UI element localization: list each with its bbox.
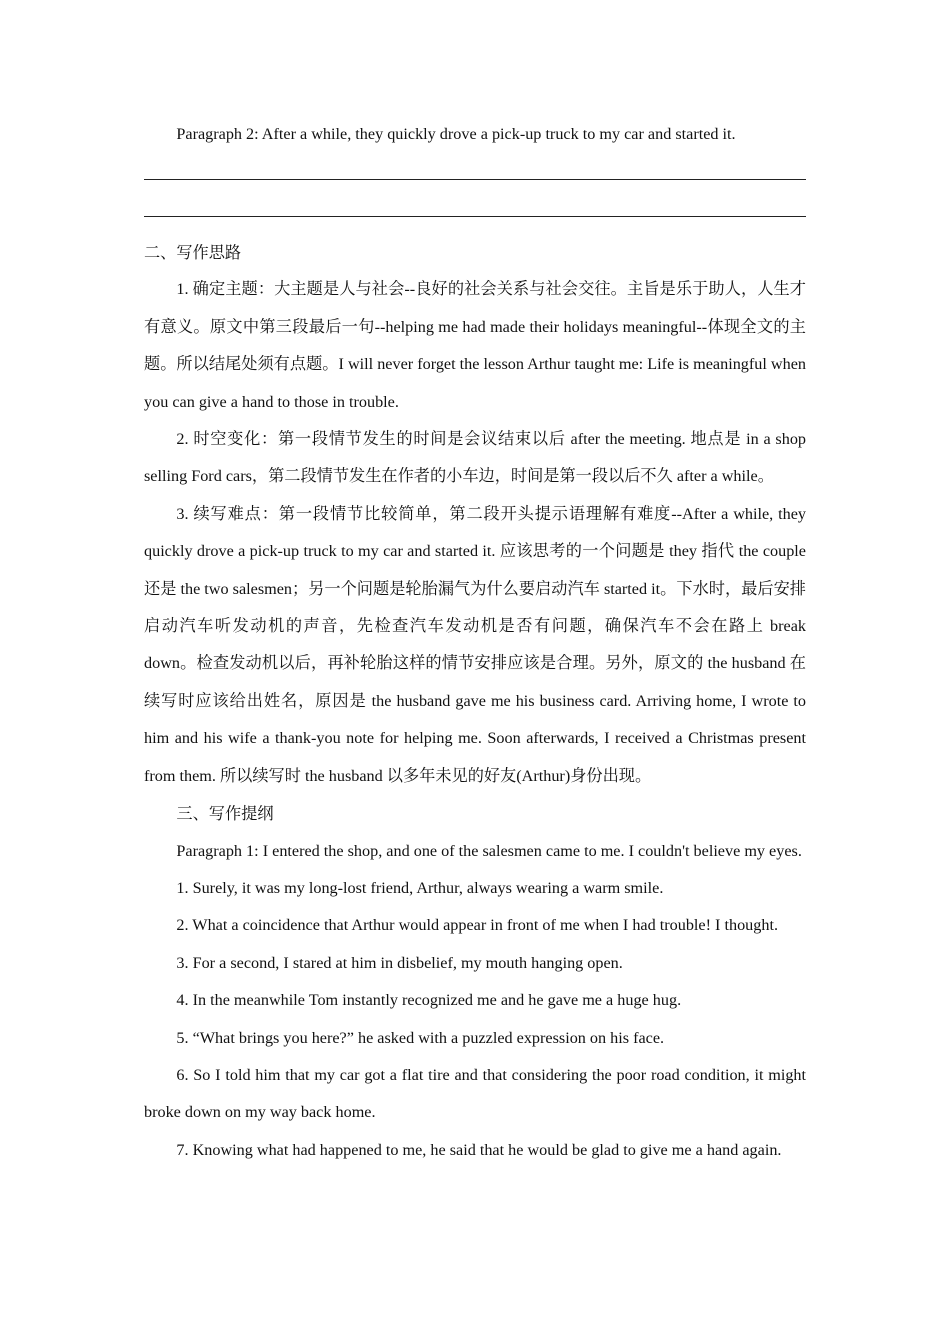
section2-point-1: 1. 确定主题：大主题是人与社会--良好的社会关系与社会交往。主旨是乐于助人，人生才有意义。原文中第三段最后一句--helping me had made their holidays meaningful--体现全文的主题。所以结尾处须有点题。I will never forget the lesson Arthur taught me: Life is meaningful when you can give a hand to those in trouble. [144,280,806,411]
paragraph2-prompt: Paragraph 2: After a while, they quickly drove a pick-up truck to my car and started it. [176,125,736,143]
section3-heading: 三、写作提纲 [176,804,274,824]
section2-heading: 二、写作思路 [144,243,242,262]
outline-item-7: 7. Knowing what had happened to me, he said that he would be glad to give me a hand again. [176,1140,782,1159]
document-page [144,118,806,1169]
outline-item-5: 5. “What brings you here?” he asked with a puzzled expression on his face. [176,1028,665,1047]
outline-item-2: 2. What a coincidence that Arthur would appear in front of me when I had trouble! I thought. [176,916,778,935]
outline-item-1: 1. Surely, it was my long-lost friend, Arthur, always wearing a warm smile. [176,878,664,897]
section2-point-2: 2. 时空变化：第一段情节发生的时间是会议结束以后 after the meeting. 地点是 in a shop selling Ford cars，第二段情节发生在作者的小车边，时间是第一段以后不久 after a while。 [144,430,806,486]
outline-item-3: 3. For a second, I stared at him in disbelief, my mouth hanging open. [176,953,623,972]
outline-paragraph1-intro: Paragraph 1: I entered the shop, and one of the salesmen came to me. I couldn't believe my eyes. [176,841,802,860]
answer-line-1 [144,179,806,180]
outline-item-6: 6. So I told him that my car got a flat tire and that considering the poor road condition, it might broke down on my way back home. [144,1065,806,1122]
outline-item-4: 4. In the meanwhile Tom instantly recognized me and he gave me a huge hug. [176,991,682,1010]
answer-line-2 [144,216,806,217]
section2-point-3: 3. 续写难点：第一段情节比较简单，第二段开头提示语理解有难度--After a while, they quickly drove a pick-up truck to my car and started it. 应该思考的一个问题是 they 指代 the couple 还是 the two salesmen；另一个问题是轮胎漏气为什么要启动汽车 started it。下水时，最后安排启动汽车听发动机的声音，先检查汽车发动机是否有问题，确保汽车不会在路上 break down。检查发动机以后，再补轮胎这样的情节安排应该是合理。另外，原文的 the husband 在续写时应该给出姓名，原因是 the husband gave me his business card. Arriving home, I wrote to him and his wife a thank-you note for helping me. Soon afterwards, I received a Christmas present from them. 所以续写时 the husband 以多年未见的好友(Arthur)身份出现。 [144,504,806,785]
